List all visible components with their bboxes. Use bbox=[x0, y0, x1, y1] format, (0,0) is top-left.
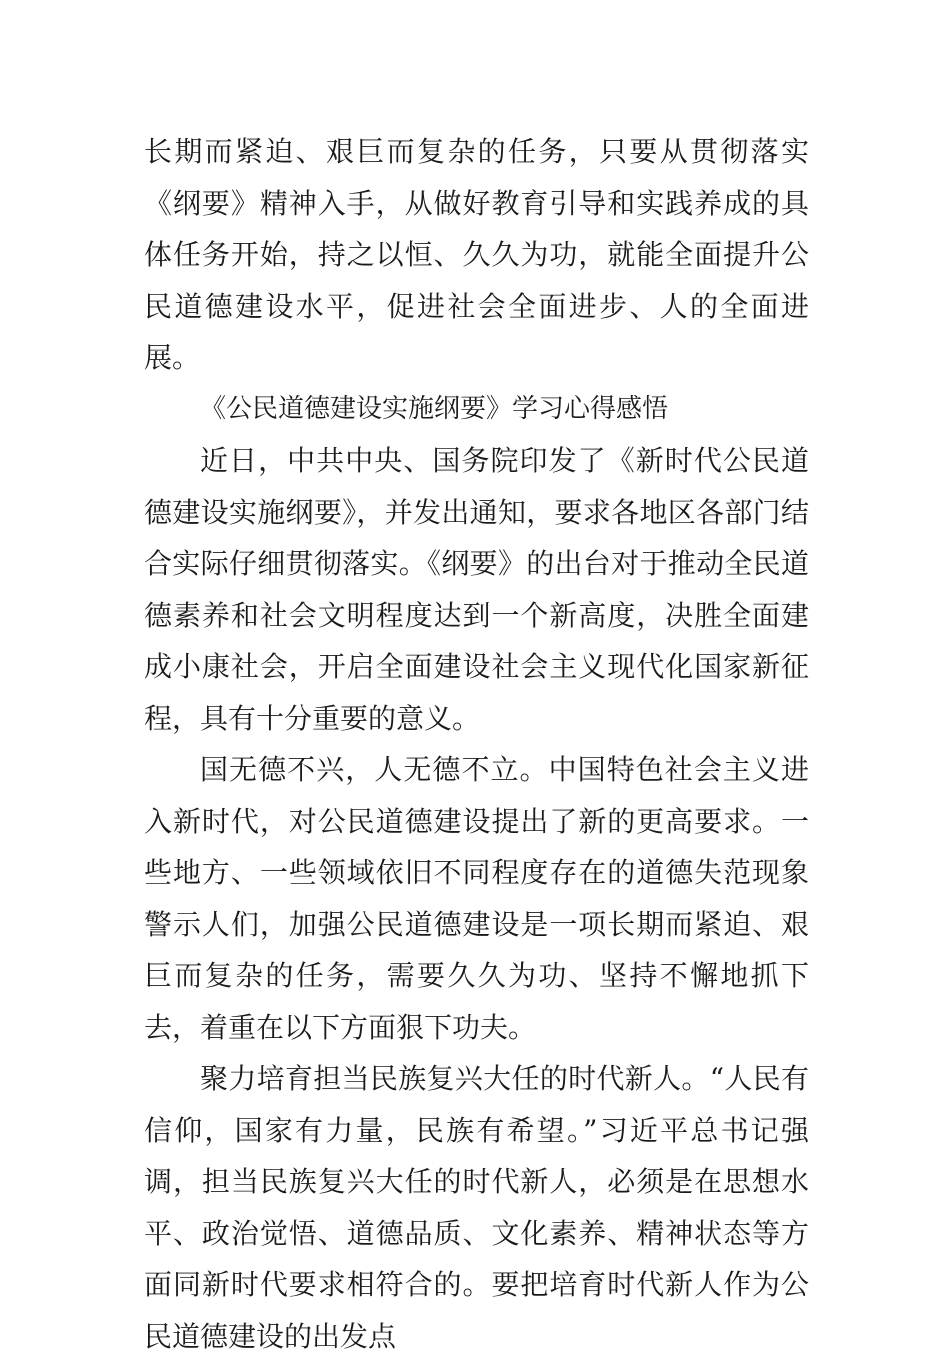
document-body bbox=[144, 126, 809, 1362]
body-paragraph: 聚力培育担当民族复兴大任的时代新人。“人民有信仰，国家有力量，民族有希望。”习近平总书记强调，担当民族复兴大任的时代新人，必须是在思想水平、政治觉悟、道德品质、文化素养、精神状态等方面同新时代要求相符合的。要把培育时代新人作为公民道德建设的出发点 bbox=[144, 1062, 809, 1353]
body-paragraph: 国无德不兴，人无德不立。中国特色社会主义进入新时代，对公民道德建设提出了新的更高要求。一些地方、一些领域依旧不同程度存在的道德失范现象警示人们，加强公民道德建设是一项长期而紧迫、艰巨而复杂的任务，需要久久为功、坚持不懈地抓下去，着重在以下方面狠下功夫。 bbox=[144, 753, 809, 1044]
section-title: 《公民道德建设实施纲要》学习心得感悟 bbox=[200, 393, 669, 424]
continuation-paragraph: 长期而紧迫、艰巨而复杂的任务，只要从贯彻落实《纲要》精神入手，从做好教育引导和实践养成的具体任务开始，持之以恒、久久为功，就能全面提升公民道德建设水平，促进社会全面进步、人的全面进展。 bbox=[144, 135, 809, 374]
body-paragraph: 近日，中共中央、国务院印发了《新时代公民道德建设实施纲要》，并发出通知，要求各地区各部门结合实际仔细贯彻落实。《纲要》的出台对于推动全民道德素养和社会文明程度达到一个新高度，决胜全面建成小康社会，开启全面建设社会主义现代化国家新征程，具有十分重要的意义。 bbox=[144, 444, 809, 735]
